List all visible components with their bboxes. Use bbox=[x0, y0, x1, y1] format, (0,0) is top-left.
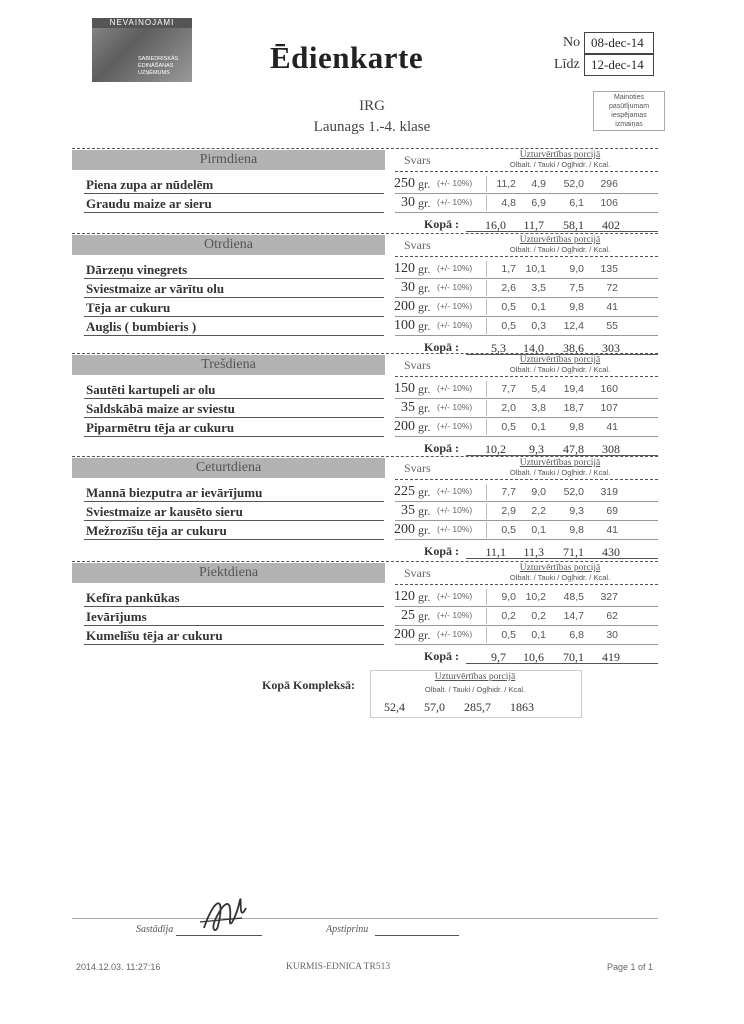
dish-protein: 11,2 bbox=[496, 178, 516, 190]
dish-fat: 10,2 bbox=[525, 591, 546, 603]
header-bottom-rule bbox=[395, 479, 658, 480]
day-total-carbs: 58,1 bbox=[563, 218, 584, 232]
weight-tolerance: (+/- 10%) bbox=[437, 197, 473, 207]
day-total-carbs: 47,8 bbox=[563, 442, 584, 456]
weight-tolerance: (+/- 10%) bbox=[437, 282, 473, 292]
dish-weight: 200 bbox=[394, 522, 415, 537]
dish-underline bbox=[84, 417, 384, 418]
column-separator bbox=[486, 503, 487, 519]
dish-name: Mannā biezputra ar ievārījumu bbox=[86, 485, 263, 500]
day-total-fat: 9,3 bbox=[529, 442, 544, 456]
dish-kcal: 62 bbox=[606, 610, 618, 622]
dish-protein: 7,7 bbox=[501, 383, 516, 395]
row-rule bbox=[395, 539, 658, 540]
dish-weight: 200 bbox=[394, 419, 415, 434]
nutrition-header-title: Uzturvērtības porcijā bbox=[519, 235, 601, 245]
approved-label: Apstiprinu bbox=[326, 924, 369, 935]
day-name: Trešdiena bbox=[72, 355, 385, 375]
dish-carbs: 6,8 bbox=[569, 629, 584, 641]
note-line: Mainoties bbox=[614, 94, 644, 101]
weight-tolerance: (+/- 10%) bbox=[437, 421, 473, 431]
section-top-rule bbox=[72, 233, 658, 234]
dish-protein: 7,7 bbox=[501, 486, 516, 498]
weight-tolerance: (+/- 10%) bbox=[437, 505, 473, 515]
dish-kcal: 107 bbox=[600, 402, 618, 414]
dish-kcal: 41 bbox=[606, 524, 618, 536]
nutrition-header-cols: Olbalt. / Tauki / Ogļhidr. / Kcal. bbox=[509, 573, 611, 582]
dish-name: Kumelīšu tēja ar cukuru bbox=[86, 628, 223, 643]
row-rule bbox=[395, 316, 658, 317]
column-separator bbox=[486, 608, 487, 624]
dish-carbs: 14,7 bbox=[563, 610, 584, 622]
dish-protein: 9,0 bbox=[501, 591, 516, 603]
lidz-label: Līdz bbox=[554, 57, 580, 72]
page-title: Ēdienkarte bbox=[270, 40, 424, 75]
dish-underline bbox=[84, 398, 384, 399]
print-timestamp: 2014.12.03. 11:27:16 bbox=[76, 962, 161, 972]
dish-kcal: 319 bbox=[600, 486, 618, 498]
dish-protein: 2,6 bbox=[501, 282, 516, 294]
company-logo bbox=[92, 18, 192, 82]
header-bottom-rule bbox=[395, 171, 658, 172]
nutrition-header-title: Uzturvērtības porcijā bbox=[519, 563, 601, 573]
dish-weight: 225 bbox=[394, 484, 415, 499]
dish-protein: 0,5 bbox=[501, 320, 516, 332]
dish-kcal: 30 bbox=[606, 629, 618, 641]
weight-unit: gr. bbox=[418, 609, 431, 623]
header-bottom-rule bbox=[395, 256, 658, 257]
weight-tolerance: (+/- 10%) bbox=[437, 383, 473, 393]
dish-fat: 0,1 bbox=[531, 301, 546, 313]
section-top-rule bbox=[72, 353, 658, 354]
day-total-label: Kopā : bbox=[424, 544, 460, 558]
dish-name: Sviestmaize ar vārītu olu bbox=[86, 281, 225, 296]
compiled-by-label: Sastādīja bbox=[136, 924, 174, 935]
note-line: izmaiņas bbox=[615, 121, 643, 128]
weight-unit: gr. bbox=[418, 504, 431, 518]
row-rule bbox=[395, 278, 658, 279]
dish-name: Sviestmaize ar kausēto sieru bbox=[86, 504, 243, 519]
dish-carbs: 9,3 bbox=[569, 505, 584, 517]
dish-carbs: 9,8 bbox=[569, 421, 584, 433]
day-total-label: Kopā : bbox=[424, 340, 460, 354]
dish-kcal: 296 bbox=[600, 178, 618, 190]
section-top-rule bbox=[72, 561, 658, 562]
column-separator bbox=[486, 280, 487, 296]
day-total-protein: 9,7 bbox=[491, 650, 506, 664]
dish-name: Ievārījums bbox=[86, 609, 147, 624]
weight-unit: gr. bbox=[418, 523, 431, 537]
row-rule bbox=[395, 297, 658, 298]
row-rule bbox=[395, 193, 658, 194]
dish-name: Sautēti kartupeli ar olu bbox=[86, 382, 216, 397]
complex-fat: 57,0 bbox=[424, 700, 445, 714]
day-name: Pirmdiena bbox=[72, 150, 385, 170]
weight-header: Svars bbox=[404, 358, 431, 372]
day-total-fat: 10,6 bbox=[523, 650, 544, 664]
complex-nutr-title: Uzturvērtības porcijā bbox=[434, 672, 516, 682]
dish-carbs: 52,0 bbox=[563, 178, 584, 190]
weight-unit: gr. bbox=[418, 590, 431, 604]
page-number: Page 1 of 1 bbox=[607, 962, 654, 972]
weight-unit: gr. bbox=[418, 401, 431, 415]
dish-protein: 0,5 bbox=[501, 524, 516, 536]
dish-name: Piena zupa ar nūdelēm bbox=[86, 177, 214, 192]
day-name: Otrdiena bbox=[72, 235, 385, 255]
complex-nutr-cols: Olbalt. / Tauki / Ogļhidr. / Kcal. bbox=[424, 685, 526, 694]
column-separator bbox=[486, 484, 487, 500]
column-separator bbox=[486, 381, 487, 397]
logo-top-text: NEVAINOJAMI bbox=[92, 18, 192, 28]
weight-header: Svars bbox=[404, 566, 431, 580]
dish-kcal: 41 bbox=[606, 421, 618, 433]
weight-tolerance: (+/- 10%) bbox=[437, 591, 473, 601]
logo-line-2: ĒDINĀŠANAS bbox=[138, 63, 174, 69]
dish-fat: 2,2 bbox=[531, 505, 546, 517]
section-top-rule bbox=[72, 148, 658, 149]
dish-fat: 0,2 bbox=[531, 610, 546, 622]
dish-weight: 100 bbox=[394, 318, 415, 333]
column-separator bbox=[486, 261, 487, 277]
nutrition-header-title: Uzturvērtības porcijā bbox=[519, 458, 601, 468]
dish-carbs: 12,4 bbox=[563, 320, 584, 332]
dish-fat: 3,5 bbox=[531, 282, 546, 294]
dish-carbs: 6,1 bbox=[569, 197, 584, 209]
dish-name: Graudu maize ar sieru bbox=[86, 196, 212, 211]
weight-unit: gr. bbox=[418, 382, 431, 396]
weight-unit: gr. bbox=[418, 177, 431, 191]
row-rule bbox=[395, 436, 658, 437]
weight-tolerance: (+/- 10%) bbox=[437, 402, 473, 412]
day-name: Ceturtdiena bbox=[72, 458, 385, 478]
weight-tolerance: (+/- 10%) bbox=[437, 610, 473, 620]
dish-weight: 35 bbox=[401, 400, 415, 415]
dish-fat: 5,4 bbox=[531, 383, 546, 395]
dish-carbs: 52,0 bbox=[563, 486, 584, 498]
subtitle-org: IRG bbox=[359, 98, 385, 114]
dish-fat: 9,0 bbox=[531, 486, 546, 498]
column-separator bbox=[486, 318, 487, 334]
weight-tolerance: (+/- 10%) bbox=[437, 629, 473, 639]
complex-total-label: Kopā Kompleksā: bbox=[262, 678, 356, 692]
row-rule bbox=[395, 644, 658, 645]
dish-weight: 25 bbox=[401, 608, 415, 623]
dish-underline bbox=[84, 436, 384, 437]
day-total-carbs: 71,1 bbox=[563, 545, 584, 559]
dish-kcal: 55 bbox=[606, 320, 618, 332]
dish-weight: 30 bbox=[401, 280, 415, 295]
dish-fat: 0,1 bbox=[531, 629, 546, 641]
dish-fat: 3,8 bbox=[531, 402, 546, 414]
weight-header: Svars bbox=[404, 461, 431, 475]
weight-tolerance: (+/- 10%) bbox=[437, 486, 473, 496]
row-rule bbox=[395, 606, 658, 607]
header-bottom-rule bbox=[395, 376, 658, 377]
dish-fat: 10,1 bbox=[525, 263, 546, 275]
weight-header: Svars bbox=[404, 238, 431, 252]
dish-underline bbox=[84, 539, 384, 540]
dish-underline bbox=[84, 193, 384, 194]
weight-tolerance: (+/- 10%) bbox=[437, 263, 473, 273]
logo-line-3: UZŅĒMUMS bbox=[138, 70, 170, 76]
weight-unit: gr. bbox=[418, 485, 431, 499]
dish-underline bbox=[84, 520, 384, 521]
dish-weight: 120 bbox=[394, 261, 415, 276]
note-line: pasūtījumam bbox=[608, 103, 650, 110]
dish-name: Piparmētru tēja ar cukuru bbox=[86, 420, 235, 435]
day-total-protein: 11,1 bbox=[485, 545, 506, 559]
nutrition-header-cols: Olbalt. / Tauki / Ogļhidr. / Kcal. bbox=[509, 365, 611, 374]
day-total-protein: 10,2 bbox=[485, 442, 506, 456]
dish-kcal: 327 bbox=[600, 591, 618, 603]
dish-carbs: 18,7 bbox=[563, 402, 584, 414]
day-total-label: Kopā : bbox=[424, 217, 460, 231]
weight-unit: gr. bbox=[418, 319, 431, 333]
complex-carbs: 285,7 bbox=[464, 700, 491, 714]
date-from: 08-dec-14 bbox=[584, 32, 654, 54]
no-label: No bbox=[563, 35, 581, 50]
subtitle-meal: Launags 1.-4. klase bbox=[313, 119, 431, 135]
day-total-kcal: 430 bbox=[602, 545, 620, 559]
dish-carbs: 9,8 bbox=[569, 524, 584, 536]
dish-fat: 4,9 bbox=[531, 178, 546, 190]
dish-name: Dārzeņu vinegrets bbox=[86, 262, 188, 277]
dish-weight: 200 bbox=[394, 627, 415, 642]
dish-underline bbox=[84, 297, 384, 298]
weight-unit: gr. bbox=[418, 262, 431, 276]
dish-weight: 120 bbox=[394, 589, 415, 604]
dish-carbs: 9,8 bbox=[569, 301, 584, 313]
dish-carbs: 19,4 bbox=[563, 383, 584, 395]
dish-kcal: 72 bbox=[606, 282, 618, 294]
dish-name: Auglis ( bumbieris ) bbox=[86, 319, 197, 334]
day-total-protein: 16,0 bbox=[485, 218, 506, 232]
day-total-kcal: 419 bbox=[602, 650, 620, 664]
dish-underline bbox=[84, 501, 384, 502]
dish-name: Kefīra pankūkas bbox=[86, 590, 180, 605]
weight-tolerance: (+/- 10%) bbox=[437, 178, 473, 188]
logo-line-1: SABIEDRISKĀS bbox=[138, 56, 179, 62]
dish-protein: 1,7 bbox=[501, 263, 516, 275]
column-separator bbox=[486, 627, 487, 643]
section-top-rule bbox=[72, 456, 658, 457]
column-separator bbox=[486, 299, 487, 315]
day-total-protein: 5,3 bbox=[491, 341, 506, 355]
note-line: iespējamas bbox=[611, 112, 647, 119]
day-total-label: Kopā : bbox=[424, 441, 460, 455]
footer-divider bbox=[72, 918, 658, 919]
dish-protein: 0,2 bbox=[501, 610, 516, 622]
weight-unit: gr. bbox=[418, 196, 431, 210]
row-rule bbox=[395, 335, 658, 336]
weight-unit: gr. bbox=[418, 281, 431, 295]
day-total-fat: 11,7 bbox=[523, 218, 544, 232]
dish-underline bbox=[84, 212, 384, 213]
row-rule bbox=[395, 417, 658, 418]
dish-fat: 0,3 bbox=[531, 320, 546, 332]
column-separator bbox=[486, 195, 487, 211]
row-rule bbox=[395, 398, 658, 399]
day-total-fat: 14,0 bbox=[523, 341, 544, 355]
row-rule bbox=[395, 520, 658, 521]
row-rule bbox=[395, 625, 658, 626]
dish-weight: 30 bbox=[401, 195, 415, 210]
weight-tolerance: (+/- 10%) bbox=[437, 524, 473, 534]
dish-kcal: 69 bbox=[606, 505, 618, 517]
day-total-label: Kopā : bbox=[424, 649, 460, 663]
weight-tolerance: (+/- 10%) bbox=[437, 301, 473, 311]
nutrition-header-cols: Olbalt. / Tauki / Ogļhidr. / Kcal. bbox=[509, 468, 611, 477]
day-total-fat: 11,3 bbox=[523, 545, 544, 559]
dish-protein: 0,5 bbox=[501, 301, 516, 313]
signature-icon bbox=[196, 888, 256, 938]
date-to: 12-dec-14 bbox=[584, 54, 654, 76]
weight-tolerance: (+/- 10%) bbox=[437, 320, 473, 330]
dish-underline bbox=[84, 278, 384, 279]
nutrition-header-cols: Olbalt. / Tauki / Ogļhidr. / Kcal. bbox=[509, 245, 611, 254]
dish-fat: 0,1 bbox=[531, 421, 546, 433]
weight-unit: gr. bbox=[418, 300, 431, 314]
dish-name: Mežrozīšu tēja ar cukuru bbox=[86, 523, 227, 538]
change-notice bbox=[593, 91, 665, 131]
day-total-carbs: 70,1 bbox=[563, 650, 584, 664]
weight-header: Svars bbox=[404, 153, 431, 167]
dish-name: Tēja ar cukuru bbox=[86, 300, 171, 315]
dish-underline bbox=[84, 644, 384, 645]
column-separator bbox=[486, 400, 487, 416]
row-rule bbox=[395, 212, 658, 213]
dish-fat: 6,9 bbox=[531, 197, 546, 209]
approved-line bbox=[375, 935, 459, 936]
day-total-kcal: 402 bbox=[602, 218, 620, 232]
dish-underline bbox=[84, 316, 384, 317]
weight-unit: gr. bbox=[418, 628, 431, 642]
row-rule bbox=[395, 501, 658, 502]
nutrition-header-title: Uzturvērtības porcijā bbox=[519, 150, 601, 160]
dish-carbs: 7,5 bbox=[569, 282, 584, 294]
nutrition-header-cols: Olbalt. / Tauki / Ogļhidr. / Kcal. bbox=[509, 160, 611, 169]
dish-fat: 0,1 bbox=[531, 524, 546, 536]
column-separator bbox=[486, 419, 487, 435]
dish-protein: 2,0 bbox=[501, 402, 516, 414]
column-separator bbox=[486, 589, 487, 605]
day-total-kcal: 303 bbox=[602, 341, 620, 355]
dish-carbs: 48,5 bbox=[563, 591, 584, 603]
day-total-kcal: 308 bbox=[602, 442, 620, 456]
dish-kcal: 41 bbox=[606, 301, 618, 313]
dish-kcal: 160 bbox=[600, 383, 618, 395]
complex-protein: 52,4 bbox=[384, 700, 405, 714]
report-code: KURMIS-EDNICA TR513 bbox=[286, 962, 391, 972]
day-total-carbs: 38,6 bbox=[563, 341, 584, 355]
dish-kcal: 106 bbox=[600, 197, 618, 209]
column-separator bbox=[486, 522, 487, 538]
dish-underline bbox=[84, 335, 384, 336]
weight-unit: gr. bbox=[418, 420, 431, 434]
dish-kcal: 135 bbox=[600, 263, 618, 275]
dish-name: Saldskābā maize ar sviestu bbox=[86, 401, 235, 416]
dish-weight: 150 bbox=[394, 381, 415, 396]
complex-kcal: 1863 bbox=[510, 700, 534, 714]
dish-protein: 0,5 bbox=[501, 629, 516, 641]
header-bottom-rule bbox=[395, 584, 658, 585]
dish-weight: 35 bbox=[401, 503, 415, 518]
dish-underline bbox=[84, 606, 384, 607]
dish-weight: 200 bbox=[394, 299, 415, 314]
dish-protein: 0,5 bbox=[501, 421, 516, 433]
dish-protein: 4,8 bbox=[501, 197, 516, 209]
column-separator bbox=[486, 176, 487, 192]
dish-protein: 2,9 bbox=[501, 505, 516, 517]
day-name: Piektdiena bbox=[72, 563, 385, 583]
dish-underline bbox=[84, 625, 384, 626]
dish-carbs: 9,0 bbox=[569, 263, 584, 275]
dish-weight: 250 bbox=[394, 176, 415, 191]
nutrition-header-title: Uzturvērtības porcijā bbox=[519, 355, 601, 365]
